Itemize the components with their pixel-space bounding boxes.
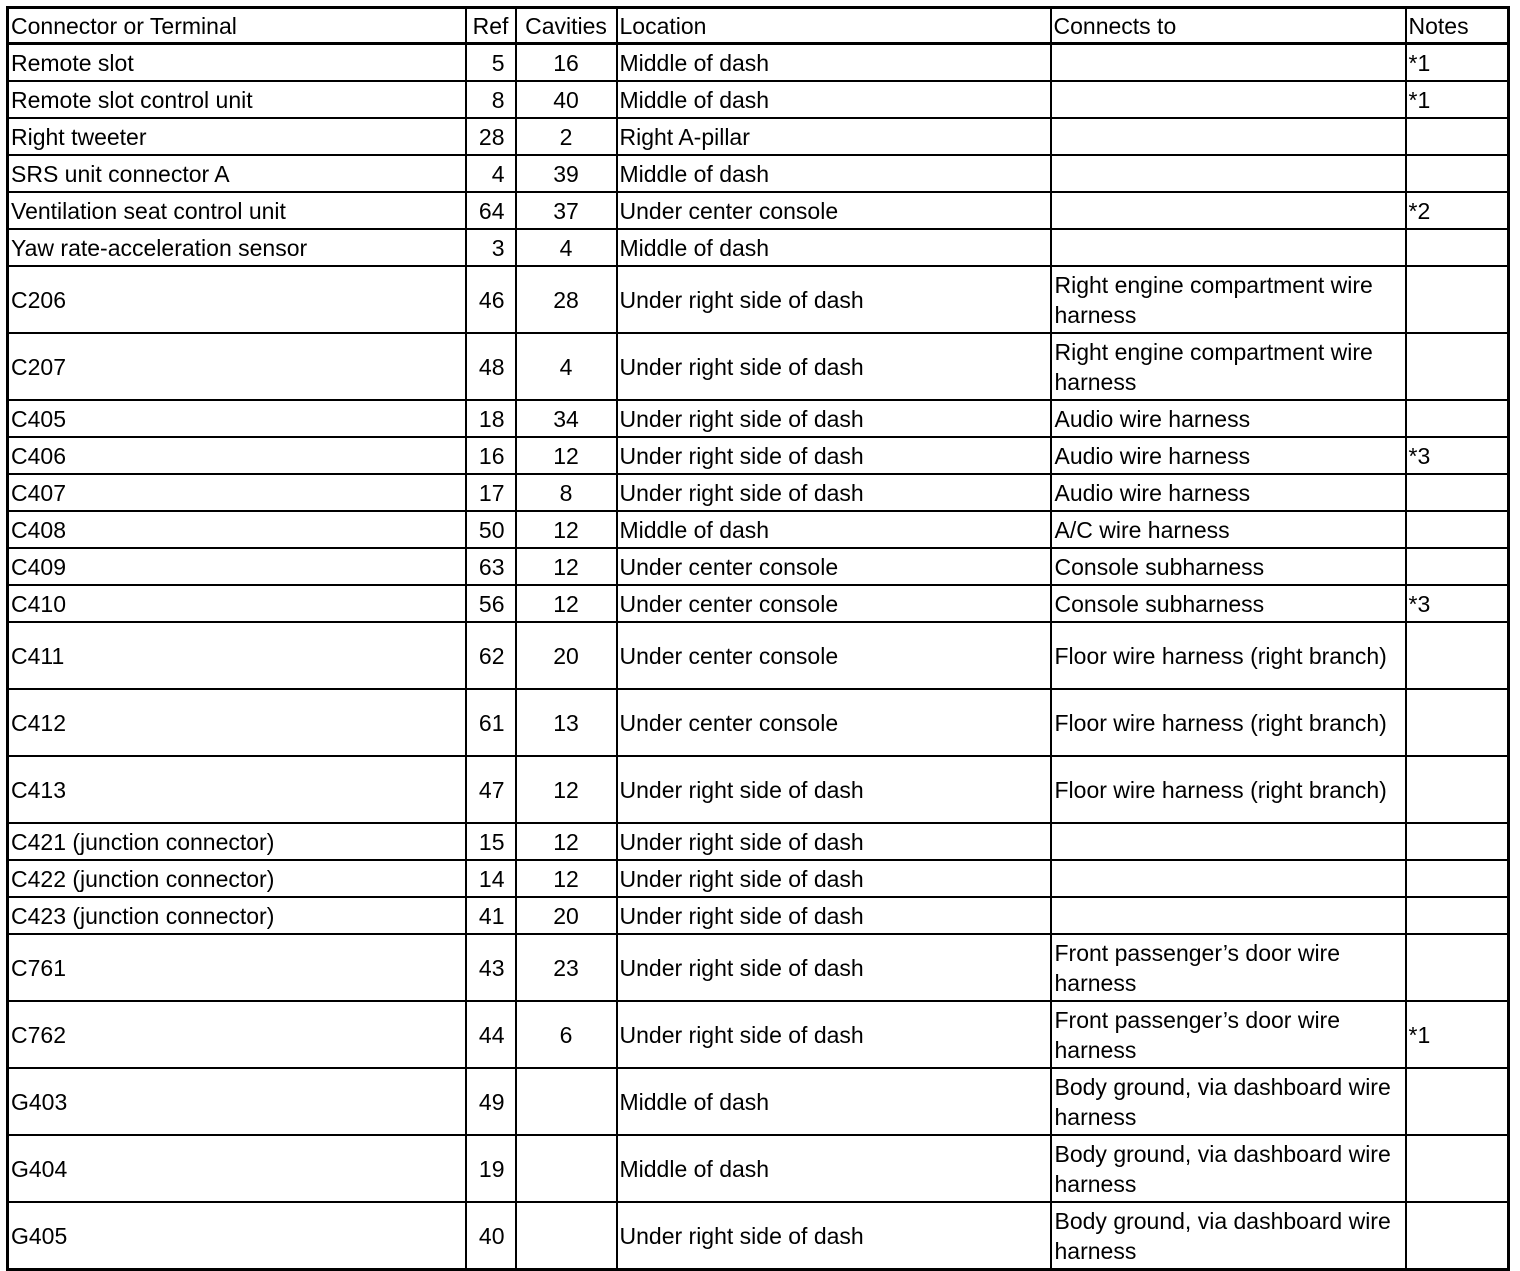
cell-connects-to: Front passenger’s door wire harness [1051, 1001, 1406, 1068]
cell-ref: 16 [466, 437, 516, 474]
cell-ref: 14 [466, 860, 516, 897]
cell-cavities [516, 1135, 617, 1202]
cell-location: Under right side of dash [617, 934, 1051, 1001]
cell-cavities: 37 [516, 192, 617, 229]
table-row [8, 118, 1509, 155]
cell-cavities: 12 [516, 585, 617, 622]
cell-connects-to: Body ground, via dashboard wire harness [1051, 1202, 1406, 1270]
cell-cavities [516, 1202, 617, 1270]
cell-location: Middle of dash [617, 229, 1051, 266]
cell-ref: 46 [466, 266, 516, 333]
cell-connects-to [1051, 897, 1406, 934]
cell-connects-to: Floor wire harness (right branch) [1051, 689, 1406, 756]
cell-connector: C421 (junction connector) [8, 823, 466, 860]
cell-notes [1406, 333, 1509, 400]
cell-connects-to [1051, 860, 1406, 897]
cell-location: Middle of dash [617, 81, 1051, 118]
cell-connects-to: A/C wire harness [1051, 511, 1406, 548]
header-cavities: Cavities [516, 8, 617, 44]
cell-connects-to [1051, 44, 1406, 82]
header-connects-to: Connects to [1051, 8, 1406, 44]
cell-cavities [516, 1068, 617, 1135]
cell-notes [1406, 860, 1509, 897]
cell-connector: C411 [8, 622, 466, 689]
cell-notes [1406, 622, 1509, 689]
cell-connector: Remote slot [8, 44, 466, 82]
cell-connects-to: Console subharness [1051, 548, 1406, 585]
cell-ref: 15 [466, 823, 516, 860]
table-row [8, 897, 1509, 934]
cell-location: Middle of dash [617, 511, 1051, 548]
cell-connects-to: Audio wire harness [1051, 437, 1406, 474]
table-row [8, 1135, 1509, 1202]
table-row [8, 860, 1509, 897]
table-row [8, 1202, 1509, 1270]
cell-connector: SRS unit connector A [8, 155, 466, 192]
cell-location: Middle of dash [617, 1068, 1051, 1135]
cell-location: Under right side of dash [617, 333, 1051, 400]
table-row [8, 474, 1509, 511]
cell-connector: C405 [8, 400, 466, 437]
cell-location: Under center console [617, 585, 1051, 622]
cell-ref: 19 [466, 1135, 516, 1202]
header-connector: Connector or Terminal [8, 8, 466, 44]
cell-cavities: 40 [516, 81, 617, 118]
cell-connector: Ventilation seat control unit [8, 192, 466, 229]
cell-ref: 44 [466, 1001, 516, 1068]
cell-location: Middle of dash [617, 44, 1051, 82]
cell-connector: G405 [8, 1202, 466, 1270]
cell-ref: 17 [466, 474, 516, 511]
cell-location: Under right side of dash [617, 400, 1051, 437]
cell-ref: 64 [466, 192, 516, 229]
cell-cavities: 8 [516, 474, 617, 511]
cell-connector: C206 [8, 266, 466, 333]
cell-cavities: 4 [516, 229, 617, 266]
table-row [8, 266, 1509, 333]
cell-ref: 61 [466, 689, 516, 756]
cell-notes [1406, 1068, 1509, 1135]
header-row [8, 8, 1509, 44]
cell-cavities: 23 [516, 934, 617, 1001]
cell-connector: G403 [8, 1068, 466, 1135]
cell-notes [1406, 474, 1509, 511]
cell-notes: *1 [1406, 81, 1509, 118]
cell-location: Under right side of dash [617, 897, 1051, 934]
cell-location: Right A-pillar [617, 118, 1051, 155]
cell-location: Under right side of dash [617, 1202, 1051, 1270]
cell-cavities: 12 [516, 756, 617, 823]
cell-ref: 8 [466, 81, 516, 118]
cell-location: Under center console [617, 689, 1051, 756]
cell-ref: 3 [466, 229, 516, 266]
cell-cavities: 12 [516, 823, 617, 860]
cell-notes [1406, 548, 1509, 585]
cell-ref: 41 [466, 897, 516, 934]
table-row [8, 511, 1509, 548]
cell-connector: C406 [8, 437, 466, 474]
cell-notes: *1 [1406, 1001, 1509, 1068]
table-row [8, 333, 1509, 400]
table-row [8, 585, 1509, 622]
cell-cavities: 13 [516, 689, 617, 756]
cell-ref: 50 [466, 511, 516, 548]
cell-cavities: 12 [516, 860, 617, 897]
cell-cavities: 4 [516, 333, 617, 400]
cell-location: Under right side of dash [617, 756, 1051, 823]
cell-location: Under right side of dash [617, 1001, 1051, 1068]
cell-connector: C407 [8, 474, 466, 511]
cell-connects-to [1051, 192, 1406, 229]
table-row [8, 400, 1509, 437]
header-location: Location [617, 8, 1051, 44]
cell-cavities: 6 [516, 1001, 617, 1068]
header-notes: Notes [1406, 8, 1509, 44]
cell-notes [1406, 897, 1509, 934]
cell-connects-to [1051, 823, 1406, 860]
cell-connects-to: Console subharness [1051, 585, 1406, 622]
cell-ref: 40 [466, 1202, 516, 1270]
table-body [8, 44, 1509, 1270]
cell-notes [1406, 118, 1509, 155]
cell-cavities: 12 [516, 548, 617, 585]
table-row [8, 1001, 1509, 1068]
connector-table [6, 6, 1510, 1271]
cell-ref: 63 [466, 548, 516, 585]
table-row [8, 81, 1509, 118]
table-row [8, 437, 1509, 474]
cell-connector: C409 [8, 548, 466, 585]
cell-notes: *1 [1406, 44, 1509, 82]
cell-location: Under center console [617, 548, 1051, 585]
cell-connector: C207 [8, 333, 466, 400]
cell-cavities: 16 [516, 44, 617, 82]
cell-location: Middle of dash [617, 155, 1051, 192]
cell-connects-to [1051, 229, 1406, 266]
cell-connector: Yaw rate-acceleration sensor [8, 229, 466, 266]
cell-connector: C408 [8, 511, 466, 548]
cell-connector: C413 [8, 756, 466, 823]
cell-connector: C422 (junction connector) [8, 860, 466, 897]
cell-notes [1406, 511, 1509, 548]
cell-ref: 18 [466, 400, 516, 437]
table-row [8, 934, 1509, 1001]
cell-notes [1406, 1202, 1509, 1270]
cell-connector: C761 [8, 934, 466, 1001]
cell-ref: 43 [466, 934, 516, 1001]
cell-connects-to: Right engine compartment wire harness [1051, 266, 1406, 333]
table-row [8, 622, 1509, 689]
table-row [8, 689, 1509, 756]
cell-cavities: 28 [516, 266, 617, 333]
cell-cavities: 20 [516, 897, 617, 934]
cell-cavities: 20 [516, 622, 617, 689]
cell-ref: 5 [466, 44, 516, 82]
cell-ref: 47 [466, 756, 516, 823]
cell-location: Under right side of dash [617, 474, 1051, 511]
cell-ref: 28 [466, 118, 516, 155]
cell-connects-to: Body ground, via dashboard wire harness [1051, 1068, 1406, 1135]
cell-cavities: 39 [516, 155, 617, 192]
table-row [8, 192, 1509, 229]
cell-notes [1406, 823, 1509, 860]
cell-ref: 49 [466, 1068, 516, 1135]
table-row [8, 229, 1509, 266]
cell-cavities: 2 [516, 118, 617, 155]
cell-cavities: 12 [516, 511, 617, 548]
header-ref: Ref [466, 8, 516, 44]
cell-connects-to: Audio wire harness [1051, 400, 1406, 437]
cell-connector: C762 [8, 1001, 466, 1068]
cell-notes [1406, 229, 1509, 266]
cell-location: Middle of dash [617, 1135, 1051, 1202]
cell-connector: C423 (junction connector) [8, 897, 466, 934]
table-row [8, 44, 1509, 82]
cell-connector: C412 [8, 689, 466, 756]
cell-notes: *3 [1406, 585, 1509, 622]
cell-notes [1406, 756, 1509, 823]
table-row [8, 155, 1509, 192]
cell-connector: Right tweeter [8, 118, 466, 155]
cell-connects-to: Audio wire harness [1051, 474, 1406, 511]
table-row [8, 1068, 1509, 1135]
cell-connector: Remote slot control unit [8, 81, 466, 118]
cell-notes: *3 [1406, 437, 1509, 474]
cell-connects-to: Front passenger’s door wire harness [1051, 934, 1406, 1001]
cell-ref: 4 [466, 155, 516, 192]
cell-location: Under right side of dash [617, 266, 1051, 333]
cell-ref: 62 [466, 622, 516, 689]
cell-notes [1406, 400, 1509, 437]
cell-connector: G404 [8, 1135, 466, 1202]
cell-connects-to: Right engine compartment wire harness [1051, 333, 1406, 400]
cell-notes [1406, 155, 1509, 192]
cell-cavities: 34 [516, 400, 617, 437]
cell-connects-to [1051, 118, 1406, 155]
cell-notes [1406, 1135, 1509, 1202]
cell-ref: 56 [466, 585, 516, 622]
cell-connector: C410 [8, 585, 466, 622]
cell-location: Under center console [617, 622, 1051, 689]
cell-cavities: 12 [516, 437, 617, 474]
table-header [8, 8, 1509, 44]
cell-ref: 48 [466, 333, 516, 400]
cell-location: Under center console [617, 192, 1051, 229]
cell-location: Under right side of dash [617, 823, 1051, 860]
cell-notes: *2 [1406, 192, 1509, 229]
cell-notes [1406, 689, 1509, 756]
cell-connects-to [1051, 155, 1406, 192]
cell-notes [1406, 266, 1509, 333]
table-row [8, 823, 1509, 860]
cell-connects-to: Floor wire harness (right branch) [1051, 622, 1406, 689]
cell-location: Under right side of dash [617, 437, 1051, 474]
cell-notes [1406, 934, 1509, 1001]
cell-connects-to: Body ground, via dashboard wire harness [1051, 1135, 1406, 1202]
cell-connects-to: Floor wire harness (right branch) [1051, 756, 1406, 823]
table-row [8, 548, 1509, 585]
cell-location: Under right side of dash [617, 860, 1051, 897]
cell-connects-to [1051, 81, 1406, 118]
table-row [8, 756, 1509, 823]
